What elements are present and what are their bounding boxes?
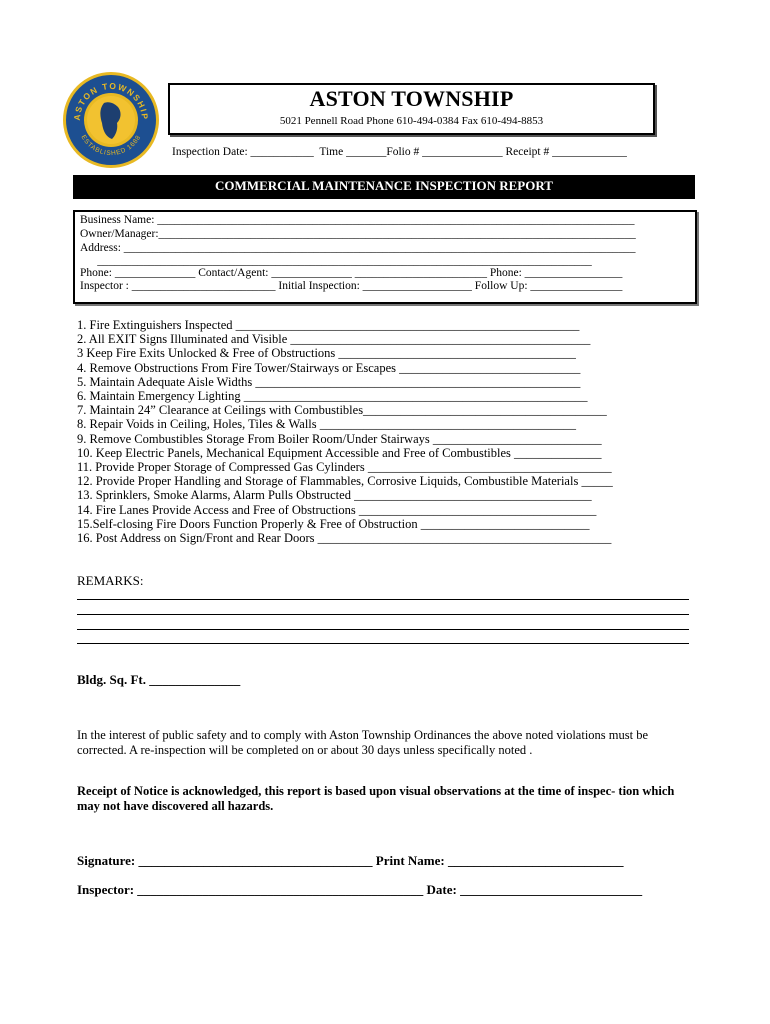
inspection-checklist <box>77 318 613 545</box>
header-box <box>168 83 655 135</box>
checklist-item: 8. Repair Voids in Ceiling, Holes, Tiles & Walls _________________________________________ <box>77 417 577 432</box>
township-seal-logo <box>63 72 159 168</box>
address-field-line2: ______________________________________________________________________________________ <box>80 255 592 267</box>
signature-print-name-line: Signature: ____________________________________ Print Name: ___________________________ <box>77 853 624 868</box>
remarks-line <box>77 614 689 615</box>
owner-manager-field: Owner/Manager:___________________________________________________________________________________ <box>80 228 636 240</box>
report-title-bar: COMMERCIAL MAINTENANCE INSPECTION REPORT <box>73 175 695 199</box>
inspection-date-line: Inspection Date: ___________ Time _______Folio # ______________ Receipt # _____________ <box>172 146 627 158</box>
remarks-label: REMARKS: <box>77 573 144 588</box>
business-info-box <box>73 210 697 304</box>
checklist-item: 7. Maintain 24” Clearance at Ceilings with Combustibles_______________________________________ <box>77 403 607 418</box>
phone-contact-field: Phone: ______________ Contact/Agent: ______________ _______________________ Phone: _________________ <box>80 267 623 279</box>
receipt-notice: Receipt of Notice is acknowledged, this report is based upon visual observations at the time of inspec- tion which may not have discovered all hazards. <box>77 784 675 813</box>
inspector-date-line: Inspector: ____________________________________________ Date: ____________________________ <box>77 882 643 897</box>
checklist-item: 16. Post Address on Sign/Front and Rear Doors _______________________________________________ <box>77 531 612 546</box>
address-field: Address: _________________________________________________________________________________________ <box>80 242 636 254</box>
remarks-line <box>77 643 689 644</box>
public-safety-paragraph: In the interest of public safety and to comply with Aston Township Ordinances the above noted violations must be corrected. A re-inspection will be completed on or about 30 days unless specifically noted . <box>77 728 649 757</box>
checklist-item: 4. Remove Obstructions From Fire Tower/Stairways or Escapes _____________________________ <box>77 360 581 375</box>
checklist-item: 12. Provide Proper Handling and Storage of Flammables, Corrosive Liquids, Combustible Materials _____ <box>77 474 613 489</box>
checklist-item: 5. Maintain Adequate Aisle Widths ____________________________________________________ <box>77 374 581 389</box>
checklist-item: 15.Self-closing Fire Doors Function Properly & Free of Obstruction ___________________________ <box>77 516 590 531</box>
seal-bottom-text: ESTABLISHED 1688 <box>79 134 143 158</box>
checklist-item: 3 Keep Fire Exits Unlocked & Free of Obstructions ______________________________________ <box>77 346 576 361</box>
bldg-sq-ft-field: Bldg. Sq. Ft. ______________ <box>77 672 241 687</box>
township-title: ASTON TOWNSHIP <box>309 86 514 111</box>
checklist-item: 6. Maintain Emergency Lighting _______________________________________________________ <box>77 389 588 404</box>
remarks-line <box>77 629 689 630</box>
business-name-field: Business Name: ___________________________________________________________________________________ <box>80 214 635 226</box>
checklist-item: 11. Provide Proper Storage of Compressed Gas Cylinders _______________________________________ <box>77 460 612 475</box>
seal-graphic <box>66 75 156 165</box>
checklist-item: 2. All EXIT Signs Illuminated and Visible ________________________________________________ <box>77 332 591 347</box>
checklist-item: 10. Keep Electric Panels, Mechanical Equipment Accessible and Free of Combustibles ______________ <box>77 445 602 460</box>
checklist-item: 13. Sprinklers, Smoke Alarms, Alarm Pulls Obstructed ______________________________________ <box>77 488 592 503</box>
township-address: 5021 Pennell Road Phone 610-494-0384 Fax 610-494-8853 <box>279 115 544 127</box>
inspector-followup-field: Inspector : _________________________ Initial Inspection: ___________________ Follow Up: ________________ <box>80 280 623 292</box>
checklist-item: 14. Fire Lanes Provide Access and Free of Obstructions ______________________________________ <box>77 502 597 517</box>
seal-arc-text: ASTON TOWNSHIP <box>71 80 151 121</box>
checklist-item: 1. Fire Extinguishers Inspected _______________________________________________________ <box>77 318 580 332</box>
remarks-line <box>77 599 689 600</box>
checklist-item: 9. Remove Combustibles Storage From Boiler Room/Under Stairways ___________________________ <box>77 431 602 446</box>
